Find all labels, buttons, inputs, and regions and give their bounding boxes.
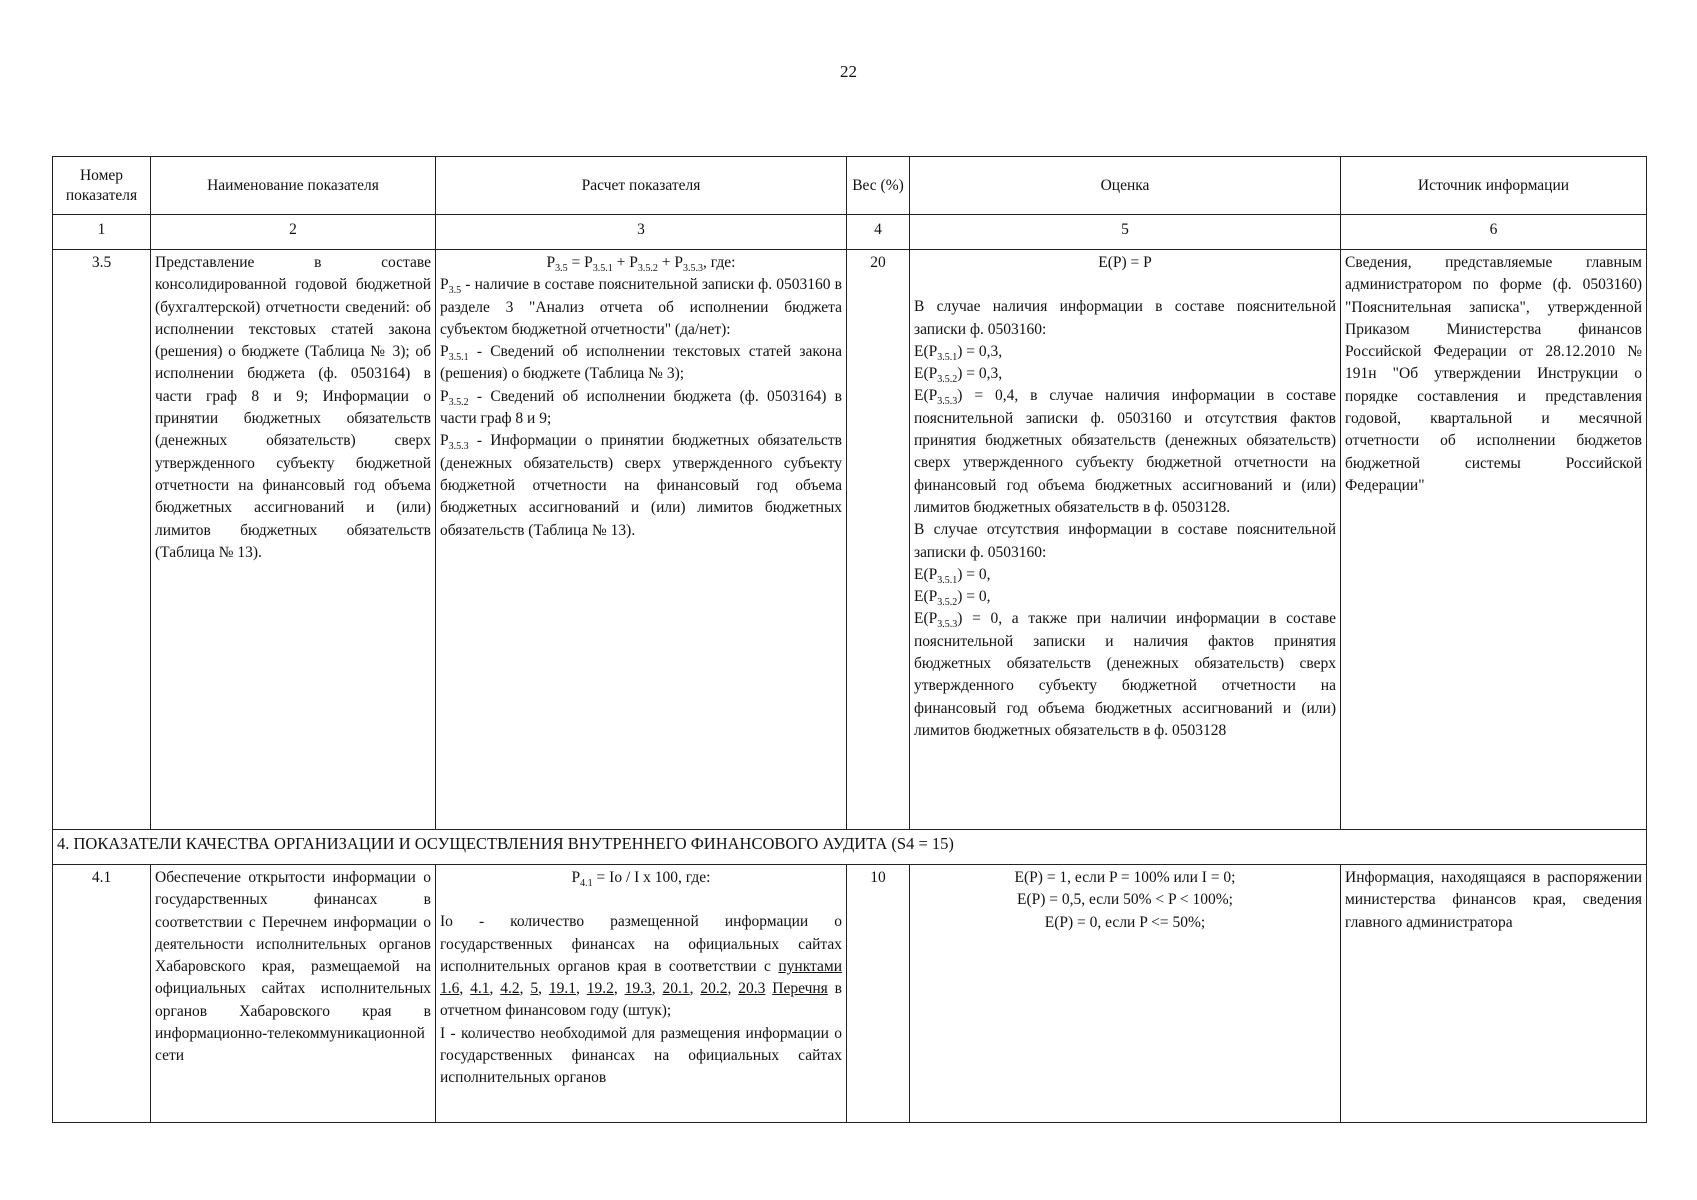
- document-link: Перечня: [772, 980, 828, 998]
- document-link: 5: [530, 980, 539, 998]
- indicators-table: [52, 156, 1647, 1123]
- indicator-calculation: [436, 250, 847, 830]
- eval-line: $E(P_{3.5.1}) = 0$,: [914, 565, 991, 586]
- calc-line: $P_{3.5}$ - наличие в составе пояснительной записки ф. 0503160 в разделе 3 "Анализ отчета об исполнении бюджета субъектом бюджетной отчетности" (да/нет):: [440, 276, 842, 338]
- header-source: Источник информации: [1341, 157, 1647, 215]
- indicator-calculation: [440, 867, 842, 1120]
- eval-line: E(P) = 0, если P <= 50%;: [1044, 913, 1206, 931]
- document-link: 19.2: [586, 980, 614, 998]
- header-weight: Вес (%): [847, 157, 910, 215]
- table-header-row: [53, 157, 1647, 215]
- eval-line: $E(P_{3.5.3}) = 0,4$, в случае наличия информации в составе пояснительной записки ф. 0503160 и отсутствия фактов принятия бюджетных обязательств (денежных обязательств) сверх утвержденного субъекту бюджетной отчетности на финансовый год объема бюджетных ассигнований и (или) лимитов бюджетных обязательств в ф. 0503128.: [914, 387, 1336, 516]
- indicator-source: Информация, находящаяся в распоряжении министерства финансов края, сведения главного администратора: [1345, 869, 1642, 931]
- table-row-3-5: [53, 250, 1647, 830]
- column-number: 1: [53, 215, 151, 250]
- calc-line: $P_{3.5.2}$ - Сведений об исполнении бюджета (ф. 0503164) в части граф 8 и 9;: [440, 387, 842, 428]
- indicator-name: Обеспечение открытости информации о государственных финансах в соответствии с Перечнем информации о деятельности исполнительных органов Хабаровского края, размещаемой на официальных сайтах исполнительных органов Хабаровского края в информационно-телекоммуникационной сети: [155, 869, 431, 1065]
- indicator-weight: 10: [847, 865, 910, 1123]
- section-title: 4. ПОКАЗАТЕЛИ КАЧЕСТВА ОРГАНИЗАЦИИ И ОСУЩЕСТВЛЕНИЯ ВНУТРЕННЕГО ФИНАНСОВОГО АУДИТА (S4 = 15): [53, 830, 1647, 865]
- eval-line: В случае наличия информации в составе пояснительной записки ф. 0503160:: [914, 298, 1336, 338]
- document-link: 20.1: [662, 980, 690, 998]
- document-link: 4.1: [470, 980, 490, 998]
- calc-line: Io - количество размещенной информации о государственных финансах на официальных сайтах исполнительных органов края в соответствии с пунктами 1.6, 4.1, 4.2, 5, 19.1, 19.2, 19.3, 20.1, 20.2, 20.3 Перечня в отчетном финансовом году (штук);: [440, 913, 842, 1020]
- indicator-source: Сведения, представляемые главным администратором по форме (ф. 0503160) "Пояснительная записка", утвержденной Приказом Министерства финансов Российской Федерации от 28.12.2010 № 191н "Об утверждении Инструкции о порядке составления и представления годовой, квартальной и месячной отчетности об исполнении бюджетов бюджетной системы Российской Федерации": [1341, 250, 1647, 830]
- document-link: 20.2: [700, 980, 728, 998]
- indicator-evaluation: [910, 250, 1341, 830]
- eval-line: E(P) = 0,5, если 50% < P < 100%;: [1017, 891, 1233, 909]
- header-calc: Расчет показателя: [436, 157, 847, 215]
- header-name: Наименование показателя: [151, 157, 436, 215]
- header-number: Номер показателя: [53, 157, 151, 215]
- column-numbers-row: [53, 215, 1647, 250]
- row-number: 3.5: [53, 250, 151, 830]
- calc-formula: $P_{3.5} = P_{3.5.1} + P_{3.5.2} + P_{3.5.3}$, где:: [546, 254, 736, 275]
- eval-line: $E(P_{3.5.2}) = 0,3$,: [914, 365, 1003, 386]
- column-number: 2: [151, 215, 436, 250]
- calc-line: $P_{3.5.1}$ - Сведений об исполнении текстовых статей закона (решения) о бюджете (Таблица № 3);: [440, 343, 842, 383]
- document-link: 19.1: [548, 980, 576, 998]
- calc-line: $P_{3.5.3}$ - Информации о принятии бюджетных обязательств (денежных обязательств) сверх утвержденного субъекту бюджетной отчетности на финансовый год объема бюджетных ассигнований и (или) лимитов бюджетных обязательств (Таблица № 13).: [440, 432, 842, 539]
- document-link: 19.3: [624, 980, 652, 998]
- eval-formula: E(P) = P: [1098, 254, 1152, 271]
- indicator-weight: 20: [847, 250, 910, 830]
- document-link: 4.2: [500, 980, 520, 998]
- eval-line: E(P) = 1, если P = 100% или I = 0;: [1014, 869, 1236, 886]
- column-number: 4: [847, 215, 910, 250]
- eval-line: $E(P_{3.5.3}) = 0$, а также при наличии информации в составе пояснительной записки и наличия фактов принятия бюджетных обязательств (денежных обязательств) сверх утвержденного субъекту бюджетной отчетности на финансовый год объема бюджетных ассигнований и (или) лимитов бюджетных обязательств в ф. 0503128: [914, 610, 1336, 739]
- eval-line: $E(P_{3.5.1}) = 0,3$,: [914, 342, 1003, 363]
- row-number: 4.1: [53, 865, 151, 1123]
- table-row-4-1: [53, 865, 1647, 1123]
- indicator-name: Представление в составе консолидированной годовой бюджетной (бухгалтерской) отчетности сведений: об исполнении текстовых статей закона (решения) о бюджете (Таблица № 3); об исполнении бюджета (ф. 0503164) в части граф 8 и 9; Информации о принятии бюджетных обязательств (денежных обязательств) сверх утвержденного субъекту бюджетной отчетности на финансовый год объема бюджетных ассигнований и (или) лимитов бюджетных обязательств (Таблица № 13).: [151, 250, 436, 830]
- eval-line: В случае отсутствия информации в составе пояснительной записки ф. 0503160:: [914, 521, 1336, 561]
- column-number: 5: [910, 215, 1341, 250]
- eval-line: $E(P_{3.5.2}) = 0$,: [914, 588, 991, 609]
- calc-line: I - количество необходимой для размещения информации о государственных финансах на официальных сайтах исполнительных органов: [440, 1024, 842, 1087]
- document-link: пунктами 1.6: [440, 957, 842, 998]
- column-number: 3: [436, 215, 847, 250]
- page-number: 22: [840, 62, 857, 81]
- indicator-evaluation: [914, 867, 1336, 1120]
- header-evaluation: Оценка: [910, 157, 1341, 215]
- column-number: 6: [1341, 215, 1647, 250]
- section-heading-row: [53, 830, 1647, 865]
- document-link: 20.3: [738, 980, 766, 998]
- calc-formula: $P_{4.1} = Io / I$ x 100, где:: [571, 869, 711, 890]
